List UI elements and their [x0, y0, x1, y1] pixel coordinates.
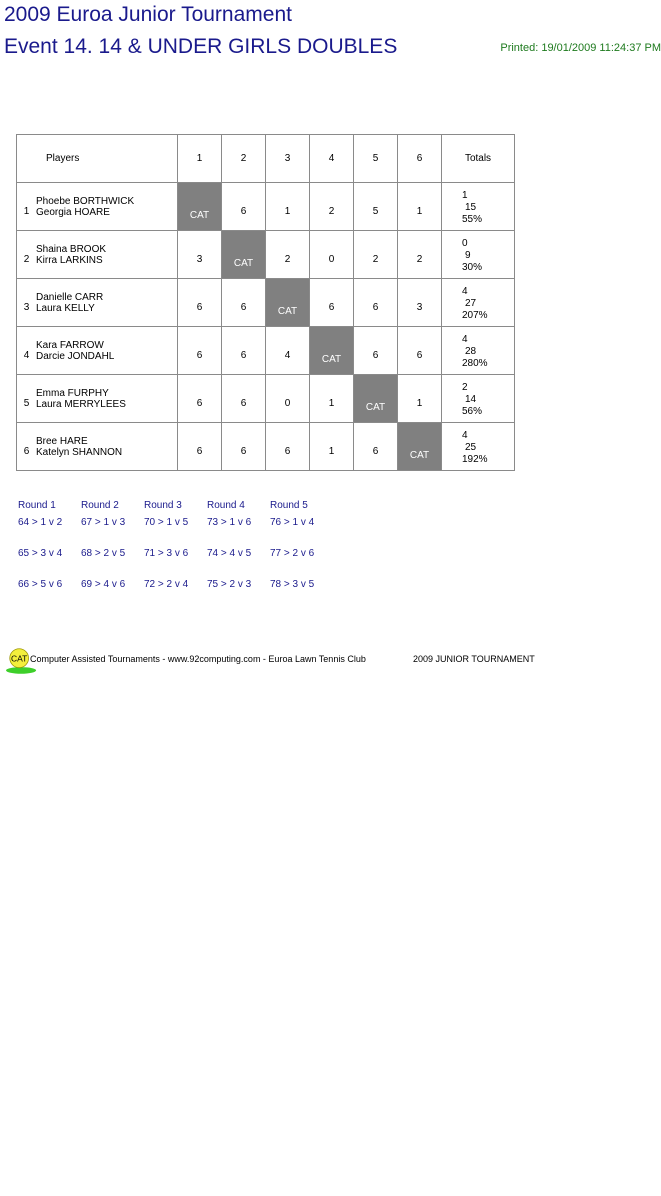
- totals-cell: [442, 375, 515, 423]
- player-name: Kara FARROW: [36, 339, 104, 351]
- header-col-4: 4: [310, 135, 354, 183]
- score-cell: [310, 231, 354, 279]
- self-match-cell: [178, 183, 222, 231]
- match-link[interactable]: 72 > 2 v 4: [144, 579, 189, 590]
- score-value: 6: [372, 349, 379, 361]
- score-cell: [222, 327, 266, 375]
- event-title: Event 14. 14 & UNDER GIRLS DOUBLES: [4, 35, 398, 58]
- table-row: [17, 375, 515, 423]
- round-label: Round 5: [270, 500, 308, 511]
- score-value: 4: [284, 349, 291, 361]
- score-value: 6: [240, 349, 247, 361]
- score-value: 6: [196, 397, 203, 409]
- score-cell: [178, 327, 222, 375]
- header-col-3: 3: [266, 135, 310, 183]
- score-value: 2: [284, 253, 291, 265]
- tournament-title: 2009 Euroa Junior Tournament: [4, 3, 292, 26]
- player-cell: [17, 231, 178, 279]
- self-match-cell: [354, 375, 398, 423]
- match-link[interactable]: 73 > 1 v 6: [207, 517, 252, 528]
- score-cell: [222, 423, 266, 471]
- player-cell: [17, 375, 178, 423]
- round-robin-table: [16, 134, 515, 471]
- score-value: 1: [284, 205, 291, 217]
- self-match-cell: [266, 279, 310, 327]
- score-value: 6: [240, 301, 247, 313]
- score-cell: [266, 327, 310, 375]
- score-cell: [178, 375, 222, 423]
- footer-tournament: 2009 JUNIOR TOURNAMENT: [413, 654, 535, 664]
- score-cell: [310, 423, 354, 471]
- score-value: 6: [196, 301, 203, 313]
- score-value: 6: [196, 349, 203, 361]
- totals-cell: [442, 183, 515, 231]
- round-label: Round 1: [18, 500, 56, 511]
- table-row: [17, 423, 515, 471]
- total-wins: 0: [462, 237, 468, 249]
- player-name: Georgia HOARE: [36, 206, 110, 218]
- score-cell: [310, 183, 354, 231]
- header-totals: Totals: [442, 135, 515, 183]
- match-link[interactable]: 75 > 2 v 3: [207, 579, 252, 590]
- cat-label: CAT: [189, 209, 210, 221]
- match-link[interactable]: 67 > 1 v 3: [81, 517, 126, 528]
- total-games: 25: [465, 441, 477, 453]
- score-cell: [266, 183, 310, 231]
- player-name: Bree HARE: [36, 435, 88, 447]
- player-name: Kirra LARKINS: [36, 254, 103, 266]
- total-games: 15: [465, 201, 477, 213]
- score-value: 1: [328, 397, 335, 409]
- match-link[interactable]: 68 > 2 v 5: [81, 548, 126, 559]
- match-link[interactable]: 70 > 1 v 5: [144, 517, 189, 528]
- row-number: 3: [23, 302, 30, 313]
- score-value: 3: [416, 301, 423, 313]
- total-wins: 2: [462, 381, 468, 393]
- score-cell: [178, 279, 222, 327]
- score-value: 1: [328, 445, 335, 457]
- cat-label: CAT: [233, 257, 254, 269]
- total-percent: 56%: [462, 405, 483, 417]
- score-value: 6: [284, 445, 291, 457]
- match-link[interactable]: 69 > 4 v 6: [81, 579, 126, 590]
- self-match-cell: [222, 231, 266, 279]
- self-match-cell: [398, 423, 442, 471]
- total-games: 9: [465, 249, 471, 261]
- player-name: Danielle CARR: [36, 291, 104, 303]
- player-cell: [17, 279, 178, 327]
- score-cell: [310, 375, 354, 423]
- score-value: 1: [416, 397, 423, 409]
- total-games: 27: [465, 297, 477, 309]
- header-players: Players: [17, 135, 178, 183]
- player-name: Shaina BROOK: [36, 243, 107, 255]
- score-value: 6: [372, 445, 379, 457]
- player-name: Darcie JONDAHL: [36, 350, 115, 362]
- score-value: 6: [240, 397, 247, 409]
- score-cell: [354, 423, 398, 471]
- total-percent: 207%: [462, 309, 488, 321]
- score-cell: [354, 231, 398, 279]
- round-label: Round 2: [81, 500, 119, 511]
- score-cell: [266, 375, 310, 423]
- score-value: 6: [416, 349, 423, 361]
- score-cell: [222, 279, 266, 327]
- total-games: 14: [465, 393, 477, 405]
- player-cell: [17, 183, 178, 231]
- row-number: 2: [23, 254, 30, 265]
- score-cell: [178, 231, 222, 279]
- score-cell: [310, 279, 354, 327]
- score-cell: [266, 423, 310, 471]
- score-cell: [398, 279, 442, 327]
- row-number: 5: [23, 398, 30, 409]
- score-cell: [222, 183, 266, 231]
- header-col-6: 6: [398, 135, 442, 183]
- header-col-5: 5: [354, 135, 398, 183]
- player-cell: [17, 327, 178, 375]
- totals-cell: [442, 327, 515, 375]
- round-label: Round 4: [207, 500, 245, 511]
- cat-logo-text: CAT: [11, 653, 28, 664]
- score-value: 2: [372, 253, 379, 265]
- match-link[interactable]: 78 > 3 v 5: [270, 579, 315, 590]
- totals-cell: [442, 279, 515, 327]
- printed-timestamp: Printed: 19/01/2009 11:24:37 PM: [500, 42, 661, 54]
- table-row: [17, 183, 515, 231]
- total-wins: 4: [462, 429, 468, 441]
- score-cell: [354, 327, 398, 375]
- match-link[interactable]: 77 > 2 v 6: [270, 548, 315, 559]
- player-cell: [17, 423, 178, 471]
- table-row: [17, 327, 515, 375]
- header-col-1: 1: [178, 135, 222, 183]
- score-cell: [354, 183, 398, 231]
- player-name: Phoebe BORTHWICK: [36, 195, 135, 207]
- row-number: 4: [23, 350, 30, 361]
- match-link[interactable]: 66 > 5 v 6: [18, 579, 63, 590]
- score-value: 0: [328, 253, 335, 265]
- total-games: 28: [465, 345, 477, 357]
- player-name: Emma FURPHY: [36, 387, 109, 399]
- score-value: 6: [372, 301, 379, 313]
- match-link[interactable]: 74 > 4 v 5: [207, 548, 252, 559]
- footer-credit[interactable]: Computer Assisted Tournaments - www.92computing.com - Euroa Lawn Tennis Club: [30, 654, 366, 664]
- score-cell: [398, 231, 442, 279]
- row-number: 1: [23, 206, 30, 217]
- total-percent: 30%: [462, 261, 483, 273]
- table-row: [17, 231, 515, 279]
- score-value: 3: [196, 253, 203, 265]
- cat-label: CAT: [277, 305, 298, 317]
- total-percent: 192%: [462, 453, 488, 465]
- score-cell: [398, 327, 442, 375]
- totals-cell: [442, 231, 515, 279]
- cat-label: CAT: [365, 401, 386, 413]
- header-col-2: 2: [222, 135, 266, 183]
- total-percent: 280%: [462, 357, 488, 369]
- score-value: 2: [328, 205, 335, 217]
- total-wins: 1: [462, 189, 468, 201]
- score-value: 6: [196, 445, 203, 457]
- score-value: 2: [416, 253, 423, 265]
- total-wins: 4: [462, 285, 468, 297]
- score-cell: [222, 375, 266, 423]
- player-name: Laura MERRYLEES: [36, 398, 126, 410]
- match-link[interactable]: 64 > 1 v 2: [18, 517, 63, 528]
- row-number: 6: [23, 446, 30, 457]
- score-cell: [178, 423, 222, 471]
- score-value: 6: [240, 205, 247, 217]
- score-cell: [354, 279, 398, 327]
- match-link[interactable]: 71 > 3 v 6: [144, 548, 189, 559]
- score-value: 6: [328, 301, 335, 313]
- table-header-row: [17, 135, 515, 183]
- match-link[interactable]: 76 > 1 v 4: [270, 517, 315, 528]
- player-name: Katelyn SHANNON: [36, 446, 123, 458]
- score-cell: [266, 231, 310, 279]
- cat-label: CAT: [409, 449, 430, 461]
- cat-label: CAT: [321, 353, 342, 365]
- table-row: [17, 279, 515, 327]
- match-link[interactable]: 65 > 3 v 4: [18, 548, 63, 559]
- score-cell: [398, 183, 442, 231]
- score-cell: [398, 375, 442, 423]
- round-label: Round 3: [144, 500, 182, 511]
- player-name: Laura KELLY: [36, 302, 95, 314]
- score-value: 1: [416, 205, 423, 217]
- footer: [6, 646, 661, 676]
- total-percent: 55%: [462, 213, 483, 225]
- score-value: 6: [240, 445, 247, 457]
- self-match-cell: [310, 327, 354, 375]
- score-value: 0: [284, 397, 291, 409]
- totals-cell: [442, 423, 515, 471]
- total-wins: 4: [462, 333, 468, 345]
- score-value: 5: [372, 205, 379, 217]
